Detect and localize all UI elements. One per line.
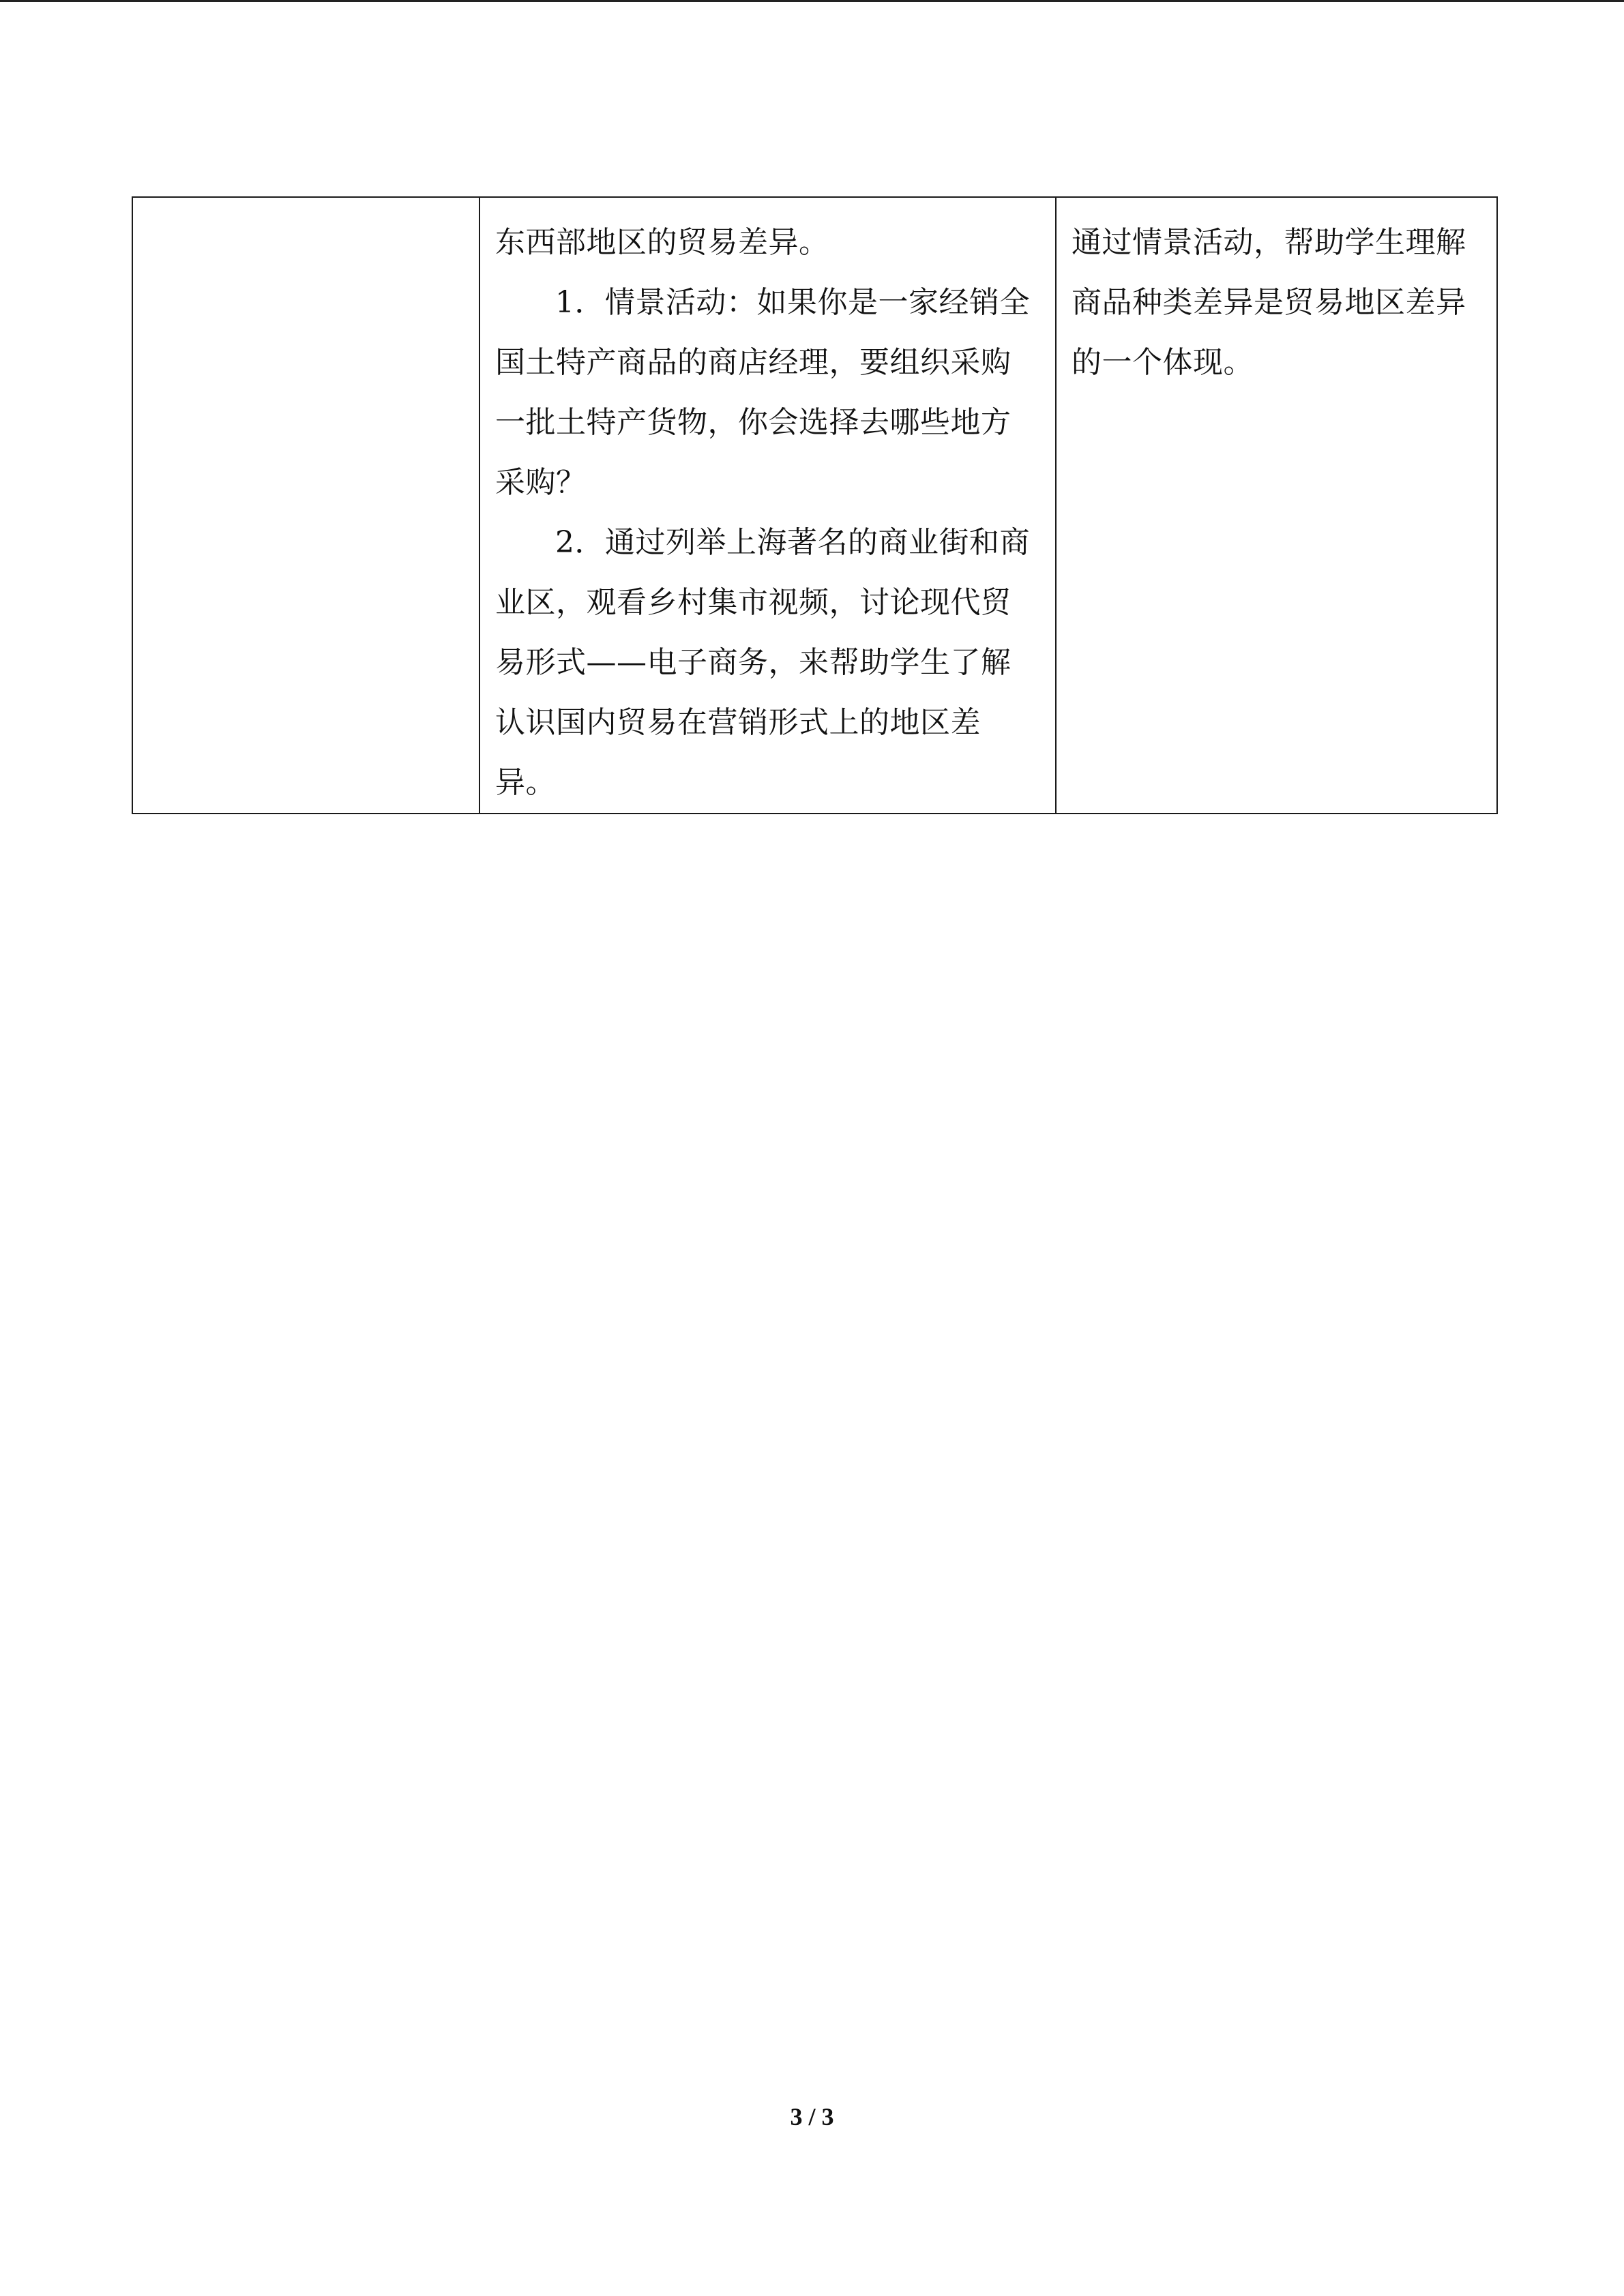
activity-2-paragraph: 2．通过列举上海著名的商业街和商业区，观看乡村集市视频，讨论现代贸易形式——电子商务，来帮助学生了解认识国内贸易在营销形式上的地区差异。 xyxy=(495,525,1030,800)
activity-intro-paragraph: 东西部地区的贸易差异。 xyxy=(495,225,829,260)
lesson-plan-table xyxy=(132,196,1498,814)
activities-content xyxy=(480,198,1055,813)
table-cell-purpose xyxy=(1056,197,1497,814)
table-cell-stage xyxy=(132,197,479,814)
page-top-border xyxy=(0,0,1624,2)
cell-stage-text xyxy=(133,198,479,213)
activity-1-paragraph: 1．情景活动：如果你是一家经销全国土特产商品的商店经理，要组织采购一批土特产货物，你会选择去哪些地方采购？ xyxy=(495,285,1030,500)
table-cell-activities xyxy=(479,197,1056,814)
table-row xyxy=(132,197,1497,814)
purpose-text: 通过情景活动，帮助学生理解商品种类差异是贸易地区差异的一个体现。 xyxy=(1072,225,1466,380)
page-number: 3 / 3 xyxy=(790,2103,834,2130)
